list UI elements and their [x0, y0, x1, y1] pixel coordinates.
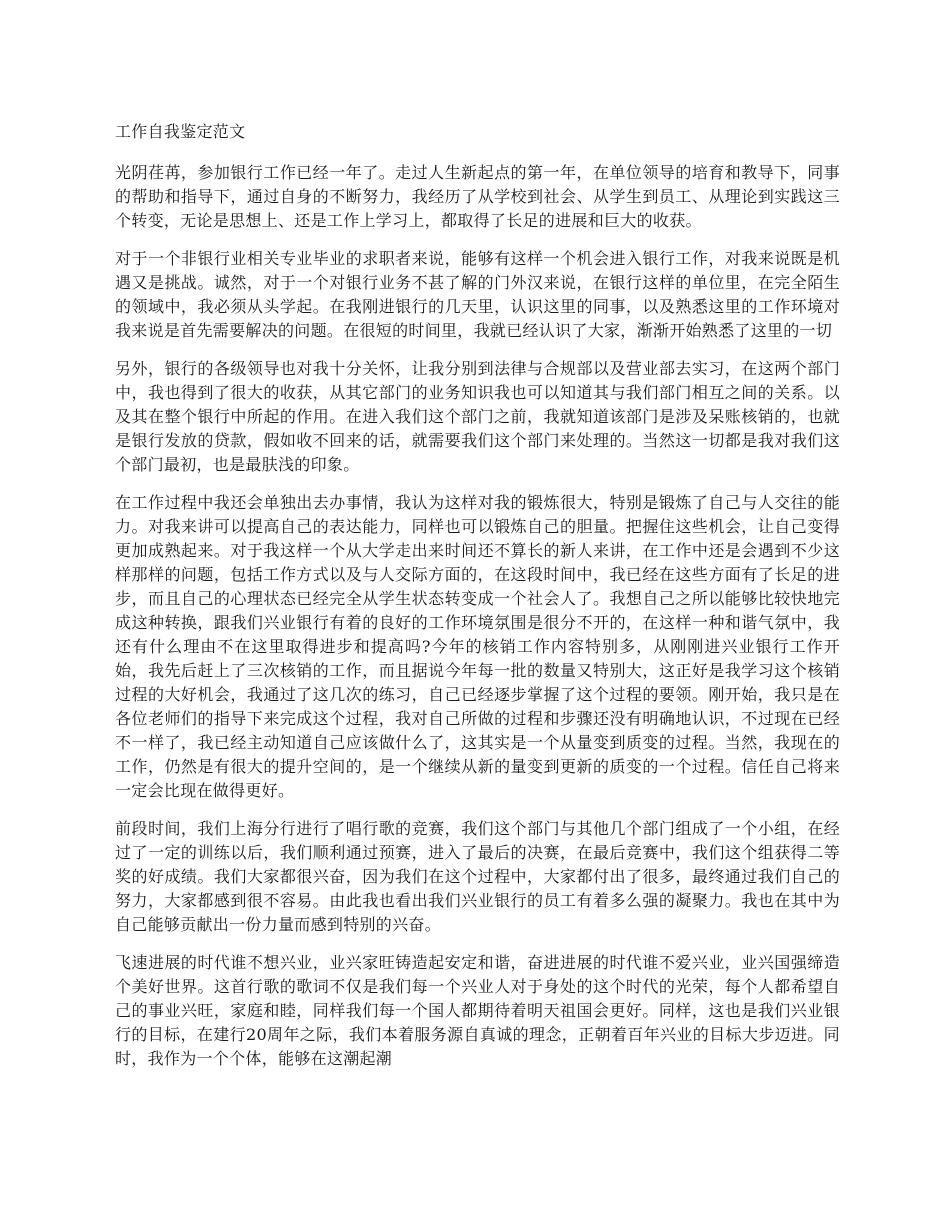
- document-body: [115, 120, 840, 1085]
- paragraph-5: 前段时间，我们上海分行进行了唱行歌的竞赛，我们这个部门与其他几个部门组成了一个小组，在经过了一定的训练以后，我们顺利通过预赛，进入了最后的决赛，在最后竞赛中，我们这个组获得二等奖的好成绩。我们大家都很兴奋，因为我们在这个过程中，大家都付出了很多，最终通过我们自己的努力，大家都感到很不容易。由此我也看出我们兴业银行的员工有着多么强的凝聚力。我也在其中为自己能够贡献出一份力量而感到特别的兴奋。: [115, 819, 840, 934]
- paragraph-6: 飞速进展的时代谁不想兴业，业兴家旺铸造起安定和谐，奋进进展的时代谁不爱兴业，业兴国强缔造个美好世界。这首行歌的歌词不仅是我们每一个兴业人对于身处的这个时代的光荣，每个人都希望自己的事业兴旺，家庭和睦，同样我们每一个国人都期待着明天祖国会更好。同样，这也是我们兴业银行的目标，在建行20周年之际，我们本着服务源自真诚的理念，正朝着百年兴业的目标大步迈进。同时，我作为一个个体，能够在这潮起潮: [115, 953, 840, 1068]
- paragraph-2: 对于一个非银行业相关专业毕业的求职者来说，能够有这样一个机会进入银行工作，对我来说既是机遇又是挑战。诚然，对于一个对银行业务不甚了解的门外汉来说，在银行这样的单位里，在完全陌生的领域中，我必须从头学起。在我刚进银行的几天里，认识这里的同事，以及熟悉这里的工作环境对我来说是首先需要解决的问题。在很短的时间里，我就已经认识了大家，渐渐开始熟悉了这里的一切: [115, 249, 840, 340]
- document-title: 工作自我鉴定范文: [115, 122, 246, 141]
- paragraph-3: 另外，银行的各级领导也对我十分关怀，让我分别到法律与合规部以及营业部去实习，在这两个部门中，我也得到了很大的收获，从其它部门的业务知识我也可以知道其与我们部门相互之间的关系。以及其在整个银行中所起的作用。在进入我们这个部门之前，我就知道该部门是涉及呆账核销的，也就是银行发放的贷款，假如收不回来的话，就需要我们这个部门来处理的。当然这一切都是我对我们这个部门最初，也是最肤浅的印象。: [115, 359, 840, 474]
- paragraph-1: 光阴荏苒，参加银行工作已经一年了。走过人生新起点的第一年，在单位领导的培育和教导下，同事的帮助和指导下，通过自身的不断努力，我经历了从学校到社会、从学生到员工、从理论到实践这三个转变，无论是思想上、还是工作上学习上，都取得了长足的进展和巨大的收获。: [115, 163, 840, 230]
- paragraph-4: 在工作过程中我还会单独出去办事情，我认为这样对我的锻炼很大，特别是锻炼了自己与人交往的能力。对我来讲可以提高自己的表达能力，同样也可以锻炼自己的胆量。把握住这些机会，让自己变得更加成熟起来。对于我这样一个从大学走出来时间还不算长的新人来讲，在工作中还是会遇到不少这样那样的问题，包括工作方式以及与人交际方面的，在这段时间中，我已经在这些方面有了长足的进步，而且自己的心理状态已经完全从学生状态转变成一个社会人了。我想自己之所以能够比较快地完成这种转换，跟我们兴业银行有着的良好的工作环境氛围是很分不开的，在这样一种和谐气氛中，我还有什么理由不在这里取得进步和提高吗?今年的核销工作内容特别多，从刚刚进兴业银行工作开始，我先后赶上了三次核销的工作，而且据说今年每一批的数量又特别大，这正好是我学习这个核销过程的大好机会，我通过了这几次的练习，自己已经逐步掌握了这个过程的要领。刚开始，我只是在各位老师们的指导下来完成这个过程，我对自己所做的过程和步骤还没有明确地认识，不过现在已经不一样了，我已经主动知道自己应该做什么了，这其实是一个从量变到质变的过程。当然，我现在的工作，仍然是有很大的提升空间的，是一个继续从新的量变到更新的质变的一个过程。信任自己将来一定会比现在做得更好。: [115, 493, 840, 800]
